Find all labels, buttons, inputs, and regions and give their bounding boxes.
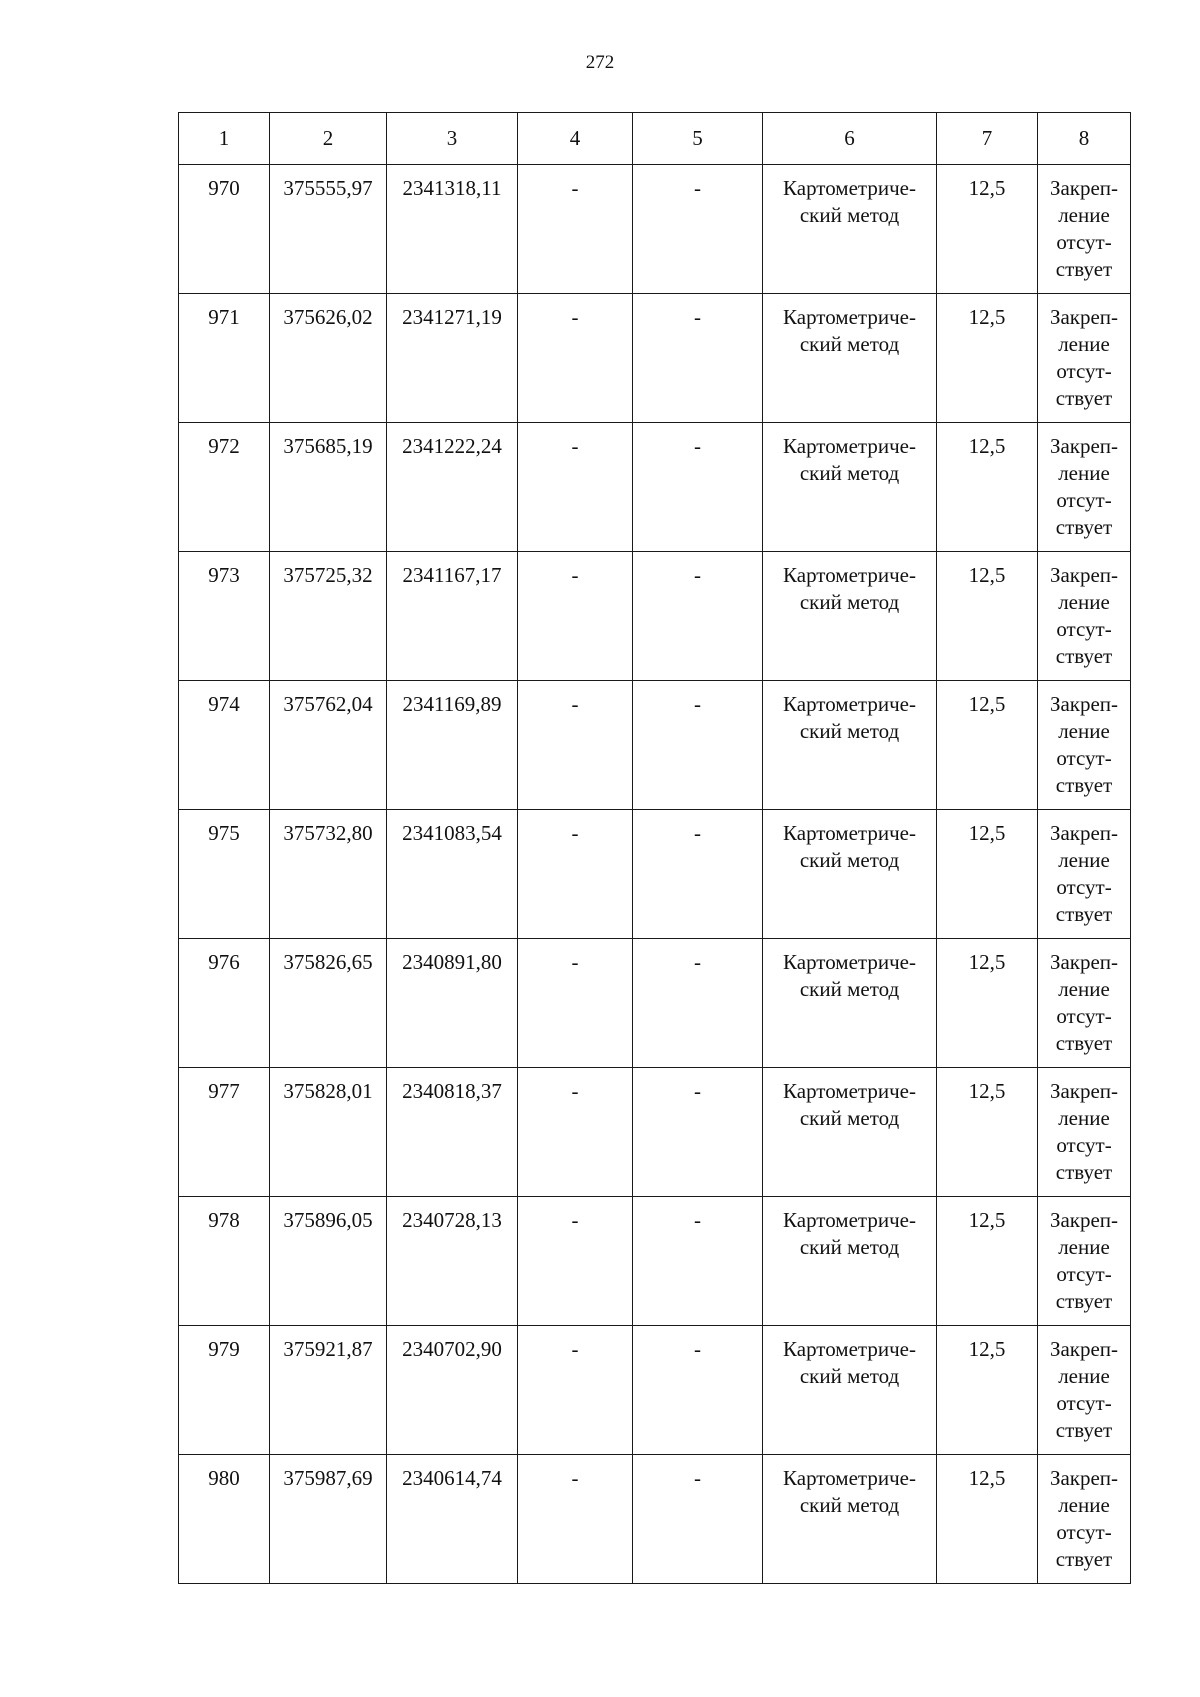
fixing-line: отсут- <box>1056 1133 1112 1157</box>
fixing-line: Закреп- <box>1049 950 1119 974</box>
point-number-cell: 975 <box>179 810 270 939</box>
method-line: ский метод <box>799 977 900 1001</box>
table-row <box>179 1455 1131 1584</box>
method-cell <box>763 939 937 1068</box>
method-cell <box>763 681 937 810</box>
table-row <box>179 810 1131 939</box>
fixing-line: Закреп- <box>1049 305 1119 329</box>
y-coordinate-cell: 2340702,90 <box>387 1326 518 1455</box>
accuracy-cell: 12,5 <box>937 681 1038 810</box>
fixing-description-cell <box>1038 165 1131 294</box>
fixing-line: ствует <box>1055 1547 1113 1571</box>
accuracy-cell: 12,5 <box>937 1455 1038 1584</box>
table-row <box>179 1068 1131 1197</box>
fixing-line: ствует <box>1055 1418 1113 1442</box>
fixing-description-cell <box>1038 939 1131 1068</box>
x-coordinate-cell: 375826,65 <box>270 939 387 1068</box>
fixing-line: ление <box>1058 848 1110 872</box>
y-coordinate-cell: 2341083,54 <box>387 810 518 939</box>
column-5-cell: - <box>633 1068 763 1197</box>
method-line: ский метод <box>799 590 900 614</box>
coordinates-table <box>178 112 1131 1584</box>
point-number-cell: 971 <box>179 294 270 423</box>
fixing-line: Закреп- <box>1049 1079 1119 1103</box>
table-row <box>179 294 1131 423</box>
fixing-line: ление <box>1058 332 1110 356</box>
fixing-description-cell <box>1038 810 1131 939</box>
method-cell <box>763 1068 937 1197</box>
x-coordinate-cell: 375732,80 <box>270 810 387 939</box>
fixing-line: Закреп- <box>1049 176 1119 200</box>
column-5-cell: - <box>633 681 763 810</box>
fixing-line: Закреп- <box>1049 434 1119 458</box>
accuracy-cell: 12,5 <box>937 810 1038 939</box>
fixing-description-cell <box>1038 294 1131 423</box>
fixing-line: ствует <box>1055 386 1113 410</box>
fixing-line: Закреп- <box>1049 821 1119 845</box>
table-row <box>179 423 1131 552</box>
fixing-line: отсут- <box>1056 1004 1112 1028</box>
column-4-cell: - <box>518 423 633 552</box>
column-4-cell: - <box>518 939 633 1068</box>
header-row <box>179 113 1131 165</box>
column-4-cell: - <box>518 1455 633 1584</box>
method-line: ский метод <box>799 1493 900 1517</box>
y-coordinate-cell: 2340728,13 <box>387 1197 518 1326</box>
x-coordinate-cell: 375762,04 <box>270 681 387 810</box>
fixing-line: ствует <box>1055 1031 1113 1055</box>
fixing-line: отсут- <box>1056 617 1112 641</box>
fixing-line: ление <box>1058 590 1110 614</box>
column-5-cell: - <box>633 423 763 552</box>
method-line: Картометриче- <box>783 1079 916 1103</box>
fixing-line: Закреп- <box>1049 1208 1119 1232</box>
column-5-cell: - <box>633 939 763 1068</box>
point-number-cell: 980 <box>179 1455 270 1584</box>
method-line: Картометриче- <box>783 1208 916 1232</box>
fixing-description-cell <box>1038 1326 1131 1455</box>
method-cell <box>763 165 937 294</box>
header-cell-3: 3 <box>387 113 518 165</box>
method-line: Картометриче- <box>783 176 916 200</box>
fixing-description-cell <box>1038 681 1131 810</box>
fixing-line: ствует <box>1055 644 1113 668</box>
table-row <box>179 1326 1131 1455</box>
method-cell <box>763 1197 937 1326</box>
method-line: Картометриче- <box>783 821 916 845</box>
y-coordinate-cell: 2340614,74 <box>387 1455 518 1584</box>
header-cell-4: 4 <box>518 113 633 165</box>
fixing-line: ление <box>1058 461 1110 485</box>
point-number-cell: 974 <box>179 681 270 810</box>
fixing-line: отсут- <box>1056 1520 1112 1544</box>
column-5-cell: - <box>633 165 763 294</box>
fixing-line: ление <box>1058 1235 1110 1259</box>
accuracy-cell: 12,5 <box>937 294 1038 423</box>
column-4-cell: - <box>518 681 633 810</box>
accuracy-cell: 12,5 <box>937 1326 1038 1455</box>
method-line: Картометриче- <box>783 1337 916 1361</box>
method-line: ский метод <box>799 203 900 227</box>
column-4-cell: - <box>518 552 633 681</box>
accuracy-cell: 12,5 <box>937 939 1038 1068</box>
fixing-line: отсут- <box>1056 875 1112 899</box>
y-coordinate-cell: 2341222,24 <box>387 423 518 552</box>
fixing-line: отсут- <box>1056 230 1112 254</box>
fixing-line: ление <box>1058 1493 1110 1517</box>
x-coordinate-cell: 375685,19 <box>270 423 387 552</box>
fixing-line: отсут- <box>1056 1262 1112 1286</box>
fixing-description-cell <box>1038 1068 1131 1197</box>
x-coordinate-cell: 375828,01 <box>270 1068 387 1197</box>
accuracy-cell: 12,5 <box>937 165 1038 294</box>
method-cell <box>763 552 937 681</box>
method-line: ский метод <box>799 1364 900 1388</box>
column-5-cell: - <box>633 294 763 423</box>
fixing-line: отсут- <box>1056 359 1112 383</box>
fixing-line: ствует <box>1055 902 1113 926</box>
accuracy-cell: 12,5 <box>937 1068 1038 1197</box>
fixing-line: ствует <box>1055 1160 1113 1184</box>
point-number-cell: 973 <box>179 552 270 681</box>
accuracy-cell: 12,5 <box>937 423 1038 552</box>
fixing-description-cell <box>1038 1455 1131 1584</box>
method-line: Картометриче- <box>783 1466 916 1490</box>
fixing-line: ствует <box>1055 773 1113 797</box>
method-cell <box>763 1455 937 1584</box>
accuracy-cell: 12,5 <box>937 1197 1038 1326</box>
header-cell-7: 7 <box>937 113 1038 165</box>
method-line: ский метод <box>799 1106 900 1130</box>
x-coordinate-cell: 375725,32 <box>270 552 387 681</box>
fixing-line: Закреп- <box>1049 1337 1119 1361</box>
x-coordinate-cell: 375555,97 <box>270 165 387 294</box>
y-coordinate-cell: 2341271,19 <box>387 294 518 423</box>
point-number-cell: 979 <box>179 1326 270 1455</box>
fixing-line: ствует <box>1055 257 1113 281</box>
y-coordinate-cell: 2340818,37 <box>387 1068 518 1197</box>
column-5-cell: - <box>633 1197 763 1326</box>
column-4-cell: - <box>518 1068 633 1197</box>
x-coordinate-cell: 375921,87 <box>270 1326 387 1455</box>
y-coordinate-cell: 2340891,80 <box>387 939 518 1068</box>
column-4-cell: - <box>518 810 633 939</box>
point-number-cell: 977 <box>179 1068 270 1197</box>
point-number-cell: 970 <box>179 165 270 294</box>
fixing-line: Закреп- <box>1049 563 1119 587</box>
column-5-cell: - <box>633 1455 763 1584</box>
header-cell-1: 1 <box>179 113 270 165</box>
column-4-cell: - <box>518 1326 633 1455</box>
fixing-line: ление <box>1058 1364 1110 1388</box>
table-row <box>179 165 1131 294</box>
method-line: Картометриче- <box>783 563 916 587</box>
column-5-cell: - <box>633 1326 763 1455</box>
fixing-description-cell <box>1038 423 1131 552</box>
method-line: Картометриче- <box>783 692 916 716</box>
table-row <box>179 681 1131 810</box>
fixing-line: ствует <box>1055 515 1113 539</box>
y-coordinate-cell: 2341167,17 <box>387 552 518 681</box>
y-coordinate-cell: 2341318,11 <box>387 165 518 294</box>
x-coordinate-cell: 375987,69 <box>270 1455 387 1584</box>
fixing-line: отсут- <box>1056 746 1112 770</box>
method-cell <box>763 1326 937 1455</box>
method-cell <box>763 423 937 552</box>
fixing-description-cell <box>1038 1197 1131 1326</box>
method-line: ский метод <box>799 461 900 485</box>
fixing-line: ление <box>1058 203 1110 227</box>
header-cell-8: 8 <box>1038 113 1131 165</box>
x-coordinate-cell: 375896,05 <box>270 1197 387 1326</box>
column-4-cell: - <box>518 165 633 294</box>
fixing-line: ление <box>1058 719 1110 743</box>
point-number-cell: 978 <box>179 1197 270 1326</box>
page-number: 272 <box>585 52 615 73</box>
point-number-cell: 976 <box>179 939 270 1068</box>
table-body <box>179 165 1131 1584</box>
column-4-cell: - <box>518 1197 633 1326</box>
method-line: ский метод <box>799 719 900 743</box>
fixing-line: отсут- <box>1056 488 1112 512</box>
table-row <box>179 1197 1131 1326</box>
method-line: Картометриче- <box>783 950 916 974</box>
table-row <box>179 939 1131 1068</box>
fixing-line: ствует <box>1055 1289 1113 1313</box>
y-coordinate-cell: 2341169,89 <box>387 681 518 810</box>
method-cell <box>763 294 937 423</box>
fixing-line: Закреп- <box>1049 692 1119 716</box>
fixing-line: отсут- <box>1056 1391 1112 1415</box>
method-line: ский метод <box>799 1235 900 1259</box>
table-row <box>179 552 1131 681</box>
x-coordinate-cell: 375626,02 <box>270 294 387 423</box>
fixing-line: Закреп- <box>1049 1466 1119 1490</box>
method-cell <box>763 810 937 939</box>
method-line: Картометриче- <box>783 434 916 458</box>
point-number-cell: 972 <box>179 423 270 552</box>
accuracy-cell: 12,5 <box>937 552 1038 681</box>
header-cell-5: 5 <box>633 113 763 165</box>
column-5-cell: - <box>633 552 763 681</box>
method-line: ский метод <box>799 332 900 356</box>
header-cell-2: 2 <box>270 113 387 165</box>
method-line: ский метод <box>799 848 900 872</box>
fixing-line: ление <box>1058 1106 1110 1130</box>
column-5-cell: - <box>633 810 763 939</box>
method-line: Картометриче- <box>783 305 916 329</box>
header-cell-6: 6 <box>763 113 937 165</box>
column-4-cell: - <box>518 294 633 423</box>
fixing-description-cell <box>1038 552 1131 681</box>
fixing-line: ление <box>1058 977 1110 1001</box>
